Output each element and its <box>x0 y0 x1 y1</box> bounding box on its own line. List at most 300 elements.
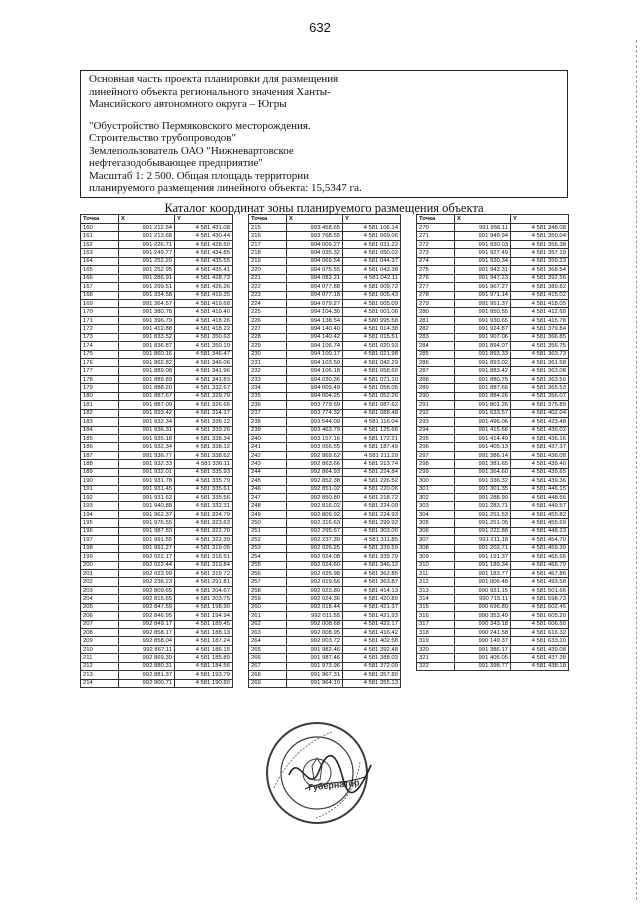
column-header-point: Точка <box>417 215 455 224</box>
point-number: 229 <box>249 342 287 350</box>
table-row <box>417 451 569 459</box>
point-number: 290 <box>417 392 455 400</box>
coord-y: 4 581 465.66 <box>511 553 569 561</box>
coord-x: 991 251.53 <box>455 510 511 518</box>
point-number: 278 <box>417 291 455 299</box>
table-row <box>417 257 569 265</box>
table-row <box>417 249 569 257</box>
header-line: линейного объекта регионального значения Ханты- <box>89 85 331 98</box>
point-number: 269 <box>249 679 287 687</box>
coord-y: 4 581 184.56 <box>175 662 233 670</box>
point-number: 166 <box>81 274 119 282</box>
point-number: 168 <box>81 291 119 299</box>
coord-x: 991 976.55 <box>119 519 175 527</box>
table-row <box>249 249 401 257</box>
coord-y: 4 581 204.67 <box>175 586 233 594</box>
coord-x: 991 381.65 <box>455 460 511 468</box>
point-number: 189 <box>81 468 119 476</box>
point-number: 170 <box>81 308 119 316</box>
coord-y: 4 581 319.05 <box>175 544 233 552</box>
coord-x: 991 633.57 <box>455 409 511 417</box>
column-header-x: X <box>119 215 175 224</box>
coord-y: 4 581 224.93 <box>343 510 401 518</box>
point-number: 262 <box>249 620 287 628</box>
coord-y: 4 581 323.63 <box>175 519 233 527</box>
point-number: 213 <box>81 671 119 679</box>
coord-x: 991 931.62 <box>119 494 175 502</box>
point-number: 243 <box>249 460 287 468</box>
coord-y: 4 581 350.04 <box>511 232 569 240</box>
coord-x: 992 846.95 <box>119 612 175 620</box>
point-number: 195 <box>81 519 119 527</box>
point-number: 235 <box>249 392 287 400</box>
coord-y: 4 581 319.72 <box>175 569 233 577</box>
point-number: 277 <box>417 283 455 291</box>
table-row <box>417 333 569 341</box>
table-row <box>417 510 569 518</box>
column-header-point: Точка <box>81 215 119 224</box>
stamp-caption: Губернатор <box>307 777 360 793</box>
point-number: 307 <box>417 536 455 544</box>
coord-y: 4 581 448.23 <box>511 527 569 535</box>
point-number: 242 <box>249 451 287 459</box>
table-row <box>249 645 401 653</box>
table-row <box>249 654 401 662</box>
coord-y: 4 581 338.12 <box>175 443 233 451</box>
point-number: 256 <box>249 569 287 577</box>
table-row <box>417 426 569 434</box>
coord-y: 4 581 291.81 <box>175 578 233 586</box>
point-number: 175 <box>81 350 119 358</box>
table-row <box>81 232 233 240</box>
coord-x: 992 008.68 <box>287 620 343 628</box>
point-number: 317 <box>417 620 455 628</box>
table-row <box>249 283 401 291</box>
table-row <box>81 451 233 459</box>
table-row <box>249 527 401 535</box>
coord-x: 991 967.31 <box>287 671 343 679</box>
coord-x: 993 544.09 <box>287 418 343 426</box>
coord-x: 992 847.59 <box>119 603 175 611</box>
page-number: 632 <box>309 20 331 35</box>
coord-y: 4 581 326.66 <box>175 401 233 409</box>
table-row <box>417 620 569 628</box>
coord-x: 991 932.34 <box>119 418 175 426</box>
coord-x: 994 106.74 <box>287 342 343 350</box>
coord-y: 4 581 392.56 <box>511 274 569 282</box>
table-row <box>417 654 569 662</box>
coord-y: 4 581 428.50 <box>175 240 233 248</box>
table-row <box>417 299 569 307</box>
coord-x: 991 364.60 <box>455 468 511 476</box>
point-number: 281 <box>417 316 455 324</box>
table-row <box>417 232 569 240</box>
table-row <box>249 586 401 594</box>
coord-y: 4 581 363.73 <box>511 350 569 358</box>
coord-x: 993 458.65 <box>287 224 343 232</box>
coord-x: 991 887.66 <box>455 384 511 392</box>
coord-y: 4 581 416.42 <box>343 629 401 637</box>
point-number: 223 <box>249 291 287 299</box>
coord-x: 992 863.66 <box>287 460 343 468</box>
table-row <box>249 426 401 434</box>
header-line: Строительство трубопроводов" <box>89 132 236 144</box>
coord-x: 991 888.20 <box>119 384 175 392</box>
coord-y: 4 581 335.93 <box>175 468 233 476</box>
table-row <box>81 620 233 628</box>
table-row <box>417 586 569 594</box>
coord-y: 4 581 466.79 <box>511 561 569 569</box>
coord-y: 4 581 606.50 <box>511 620 569 628</box>
point-number: 261 <box>249 612 287 620</box>
table-row <box>81 342 233 350</box>
coord-y: 4 581 042.29 <box>343 359 401 367</box>
table-row <box>249 494 401 502</box>
coord-x: 993 463.79 <box>287 426 343 434</box>
point-number: 249 <box>249 510 287 518</box>
coord-x: 991 967.27 <box>455 283 511 291</box>
point-number: 194 <box>81 510 119 518</box>
coord-y: 4 581 366.85 <box>511 333 569 341</box>
point-number: 231 <box>249 359 287 367</box>
coord-x: 992 025.98 <box>287 569 343 577</box>
point-number: 228 <box>249 333 287 341</box>
point-number: 266 <box>249 654 287 662</box>
coord-y: 4 581 598.73 <box>511 595 569 603</box>
coord-y: 4 581 439.36 <box>511 477 569 485</box>
coord-y: 4 581 009.72 <box>343 283 401 291</box>
table-row <box>249 510 401 518</box>
point-number: 303 <box>417 502 455 510</box>
coord-y: 4 581 363.50 <box>511 375 569 383</box>
point-number: 222 <box>249 283 287 291</box>
table-row <box>417 367 569 375</box>
table-row <box>81 350 233 358</box>
point-number: 200 <box>81 561 119 569</box>
table-row <box>249 578 401 586</box>
coord-y: 4 581 336.12 <box>175 418 233 426</box>
coord-y: 4 581 050.02 <box>343 249 401 257</box>
coord-x: 991 252.29 <box>119 257 175 265</box>
point-number: 310 <box>417 561 455 569</box>
coord-x: 990 149.37 <box>455 637 511 645</box>
point-number: 253 <box>249 544 287 552</box>
coord-y: 4 581 419.68 <box>175 299 233 307</box>
coord-x: 992 900.71 <box>119 679 175 687</box>
coord-x: 991 940.88 <box>119 502 175 510</box>
coord-y: 4 581 362.85 <box>343 569 401 577</box>
point-number: 202 <box>81 578 119 586</box>
coord-x: 992 858.17 <box>119 629 175 637</box>
coord-y: 4 581 419.35 <box>175 291 233 299</box>
coord-y: 4 581 355.13 <box>343 679 401 687</box>
point-number: 304 <box>417 510 455 518</box>
coord-y: 4 581 436.08 <box>511 451 569 459</box>
coord-x: 991 191.37 <box>455 553 511 561</box>
table-row <box>249 468 401 476</box>
coord-x: 991 364.57 <box>119 299 175 307</box>
coord-y: 4 581 602.45 <box>511 603 569 611</box>
table-row <box>249 443 401 451</box>
table-row <box>81 612 233 620</box>
point-number: 161 <box>81 232 119 240</box>
coordinate-table-2 <box>248 214 401 688</box>
coord-x: 991 414.49 <box>455 434 511 442</box>
coord-y: 4 581 350.63 <box>175 333 233 341</box>
point-number: 185 <box>81 434 119 442</box>
coord-x: 994 104.30 <box>287 308 343 316</box>
point-number: 160 <box>81 224 119 232</box>
coord-y: 4 581 438.18 <box>511 662 569 670</box>
coord-x: 991 956.11 <box>455 224 511 232</box>
coord-y: 4 581 322.70 <box>175 527 233 535</box>
coord-y: 4 581 071.10 <box>343 375 401 383</box>
point-number: 305 <box>417 519 455 527</box>
coord-x: 991 860.16 <box>119 350 175 358</box>
point-number: 206 <box>81 612 119 620</box>
table-row <box>417 569 569 577</box>
coord-x: 994 083.21 <box>287 274 343 282</box>
coord-y: 4 581 421.37 <box>343 603 401 611</box>
coord-x: 993 157.16 <box>287 434 343 442</box>
point-number: 238 <box>249 418 287 426</box>
coord-x: 991 982.46 <box>287 645 343 653</box>
coord-x: 991 889.89 <box>119 375 175 383</box>
coord-x: 992 022.17 <box>119 553 175 561</box>
coord-y: 4 581 454.70 <box>511 536 569 544</box>
table-row <box>81 308 233 316</box>
point-number: 209 <box>81 637 119 645</box>
coord-y: 4 581 616.32 <box>511 629 569 637</box>
coord-y: 4 581 341.83 <box>175 375 233 383</box>
coord-y: 4 581 339.26 <box>175 426 233 434</box>
coord-y: 4 581 421.93 <box>343 612 401 620</box>
point-number: 176 <box>81 359 119 367</box>
table-row <box>249 561 401 569</box>
coord-x: 992 816.02 <box>287 502 343 510</box>
coord-y: 4 581 439.65 <box>511 468 569 476</box>
table-row <box>81 283 233 291</box>
coord-y: 4 581 198.90 <box>175 603 233 611</box>
coord-x: 991 836.87 <box>119 342 175 350</box>
coord-y: 4 581 322.39 <box>175 536 233 544</box>
table-row <box>249 569 401 577</box>
point-number: 177 <box>81 367 119 375</box>
coord-x: 991 950.55 <box>455 308 511 316</box>
table-row <box>249 620 401 628</box>
coord-y: 4 581 031.22 <box>343 240 401 248</box>
coord-y: 4 581 605.20 <box>511 612 569 620</box>
coord-y: 4 581 419.40 <box>175 308 233 316</box>
coord-y: 4 581 341.96 <box>175 367 233 375</box>
header-line: Масштаб 1: 2 500. Общая площадь территории <box>89 169 310 182</box>
coord-y: 4 581 365.53 <box>511 384 569 392</box>
point-number: 319 <box>417 637 455 645</box>
point-number: 197 <box>81 536 119 544</box>
table-row <box>249 502 401 510</box>
table-row <box>81 645 233 653</box>
coord-x: 991 932.33 <box>119 460 175 468</box>
point-number: 169 <box>81 299 119 307</box>
point-number: 205 <box>81 603 119 611</box>
coord-x: 992 880.31 <box>119 662 175 670</box>
table-row <box>81 485 233 493</box>
coord-y: 4 581 418.26 <box>175 316 233 324</box>
table-row <box>249 418 401 426</box>
point-number: 282 <box>417 325 455 333</box>
table-row <box>417 418 569 426</box>
coord-x: 990 241.58 <box>455 629 511 637</box>
coord-x: 994 009.49 <box>287 384 343 392</box>
table-row <box>81 266 233 274</box>
point-number: 293 <box>417 418 455 426</box>
header-line: "Обустройство Пермяковского месторождения. <box>89 119 311 132</box>
table-row <box>81 392 233 400</box>
table-row <box>81 375 233 383</box>
coord-y: 4 581 449.57 <box>511 502 569 510</box>
coord-y: 4 581 363.08 <box>511 367 569 375</box>
point-number: 280 <box>417 308 455 316</box>
coord-y: 4 581 043.38 <box>343 266 401 274</box>
coord-x: 994 077.18 <box>287 291 343 299</box>
point-number: 313 <box>417 586 455 594</box>
point-number: 288 <box>417 375 455 383</box>
coord-x: 991 947.23 <box>455 274 511 282</box>
coord-y: 4 581 106.14 <box>343 224 401 232</box>
point-number: 227 <box>249 325 287 333</box>
coord-y: 4 581 435.55 <box>175 257 233 265</box>
scan-edge <box>632 40 637 900</box>
table-row <box>417 603 569 611</box>
table-row <box>417 443 569 451</box>
column-header-point: Точка <box>249 215 287 224</box>
coord-x: 992 023.99 <box>119 569 175 577</box>
table-row <box>417 637 569 645</box>
table-row <box>249 671 401 679</box>
point-number: 248 <box>249 502 287 510</box>
coord-x: 991 943.31 <box>455 266 511 274</box>
coord-y: 4 581 414.13 <box>343 586 401 594</box>
coord-y: 4 581 422.17 <box>343 620 401 628</box>
table-row <box>81 477 233 485</box>
coord-y: 4 581 005.43 <box>343 291 401 299</box>
point-number: 289 <box>417 384 455 392</box>
table-row <box>249 232 401 240</box>
table-row <box>417 266 569 274</box>
coord-y: 4 581 455.69 <box>511 519 569 527</box>
coord-y: 4 581 188.13 <box>175 629 233 637</box>
coord-y: 4 581 356.38 <box>511 240 569 248</box>
table-row <box>249 629 401 637</box>
table-row <box>81 384 233 392</box>
table-row <box>249 316 401 324</box>
table-row <box>417 240 569 248</box>
point-number: 314 <box>417 595 455 603</box>
coord-y: 4 581 213.74 <box>343 460 401 468</box>
coord-y: 4 581 428.73 <box>175 274 233 282</box>
coord-x: 991 924.87 <box>455 325 511 333</box>
coord-x: 991 386.17 <box>455 645 511 653</box>
table-row <box>81 561 233 569</box>
point-number: 198 <box>81 544 119 552</box>
column-header-x: X <box>455 215 511 224</box>
point-number: 295 <box>417 434 455 442</box>
coordinate-table-1 <box>80 214 233 688</box>
coord-y: 4 581 116.04 <box>343 418 401 426</box>
coord-y: 4 581 021.98 <box>343 350 401 358</box>
table-row <box>249 451 401 459</box>
coord-x: 992 295.67 <box>287 527 343 535</box>
table-row <box>249 224 401 232</box>
table-row <box>249 291 401 299</box>
coord-x: 991 283.71 <box>455 502 511 510</box>
coord-x: 991 299.51 <box>119 283 175 291</box>
coord-y: 4 581 431.08 <box>175 224 233 232</box>
coord-x: 991 930.34 <box>455 257 511 265</box>
point-number: 312 <box>417 578 455 586</box>
coord-x: 992 316.63 <box>287 519 343 527</box>
coord-y: 4 581 439.40 <box>511 460 569 468</box>
table-row <box>417 477 569 485</box>
coord-y: 4 581 420.89 <box>343 595 401 603</box>
coord-y: 4 581 439.08 <box>511 645 569 653</box>
coord-y: 4 581 015.51 <box>343 333 401 341</box>
coord-y: 4 581 437.38 <box>511 654 569 662</box>
coord-x: 991 183.77 <box>455 569 511 577</box>
table-row <box>417 553 569 561</box>
table-row <box>249 477 401 485</box>
coord-y: 4 581 434.85 <box>175 249 233 257</box>
point-number: 217 <box>249 240 287 248</box>
point-number: 163 <box>81 249 119 257</box>
coord-x: 994 077.88 <box>287 283 343 291</box>
point-number: 255 <box>249 561 287 569</box>
coord-x: 991 932.01 <box>119 468 175 476</box>
header-line: нефтегазодобывающее предприятие" <box>89 157 263 169</box>
table-row <box>249 662 401 670</box>
table-row <box>81 502 233 510</box>
coord-y: 4 581 311.85 <box>343 536 401 544</box>
point-number: 167 <box>81 283 119 291</box>
coord-x: 992 018.44 <box>287 603 343 611</box>
coord-y: 4 581 436.02 <box>511 426 569 434</box>
point-number: 239 <box>249 426 287 434</box>
point-number: 299 <box>417 468 455 476</box>
point-number: 309 <box>417 553 455 561</box>
point-number: 291 <box>417 401 455 409</box>
coord-y: 4 581 203.75 <box>175 595 233 603</box>
coord-x: 993 056.55 <box>287 443 343 451</box>
point-number: 210 <box>81 645 119 653</box>
point-number: 268 <box>249 671 287 679</box>
table-row <box>81 468 233 476</box>
point-number: 164 <box>81 257 119 265</box>
table-row <box>81 409 233 417</box>
table-row <box>81 494 233 502</box>
coord-x: 990 696.80 <box>455 603 511 611</box>
point-number: 232 <box>249 367 287 375</box>
coord-x: 991 880.75 <box>455 375 511 383</box>
table-row <box>417 494 569 502</box>
coord-y: 4 581 356.75 <box>511 342 569 350</box>
coord-x: 994 035.32 <box>287 249 343 257</box>
point-number: 191 <box>81 485 119 493</box>
coord-x: 991 893.02 <box>455 359 511 367</box>
column-header-y: Y <box>511 215 569 224</box>
coord-y: 4 581 088.48 <box>343 409 401 417</box>
coord-x: 992 869.62 <box>287 451 343 459</box>
coord-y: 4 581 418.22 <box>175 325 233 333</box>
